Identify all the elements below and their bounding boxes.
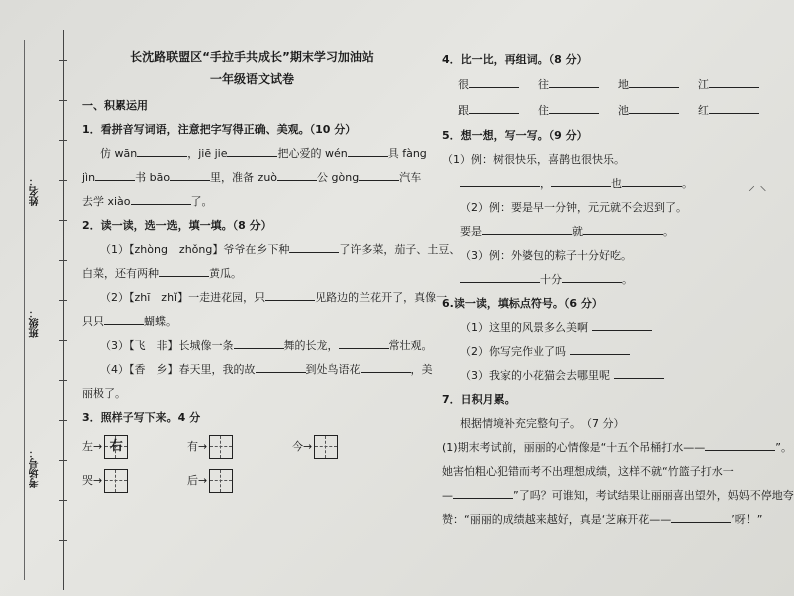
question-5-answer-2: 要是 就 。 (442, 220, 782, 244)
answer-blank[interactable] (549, 101, 599, 114)
answer-blank[interactable] (622, 174, 682, 187)
answer-blank[interactable] (629, 75, 679, 88)
binding-tick (59, 220, 67, 221)
answer-blank[interactable] (614, 366, 664, 379)
binding-tick (59, 540, 67, 541)
question-3-row-1 (82, 430, 422, 464)
binding-tick (59, 180, 67, 181)
question-2-item-1-cont: 白菜，还有两种 黄瓜。 (82, 262, 422, 286)
question-3-row-2 (82, 464, 422, 498)
question-7-subtitle: 根据情境补充完整句子。 （7 分） (460, 417, 625, 430)
answer-blank[interactable] (482, 222, 572, 235)
left-column (82, 46, 461, 498)
stroke-item: 有→ (187, 435, 292, 459)
class-label: 班级： (30, 308, 41, 338)
question-7-paragraph-4: 赞：“丽丽的成绩越来越好，真是‘芝麻开花—— ’呀！” (442, 508, 782, 532)
tianzi-grid[interactable] (104, 469, 128, 493)
stroke-item: 今→ (292, 435, 397, 459)
answer-blank[interactable] (629, 101, 679, 114)
question-6-item-3: （3）我家的小花猫会去哪里呢 (442, 364, 782, 388)
answer-blank[interactable] (592, 318, 652, 331)
answer-blank[interactable] (469, 101, 519, 114)
answer-blank[interactable] (583, 222, 663, 235)
answer-blank[interactable] (671, 510, 731, 523)
question-1-line-1: 仿 wān ，jiē jie 把心爱的 wén 具 fàng (82, 142, 422, 166)
answer-blank[interactable] (256, 360, 306, 373)
question-3-title: 3．照样子写下来。4 分 (82, 411, 201, 424)
answer-blank[interactable] (131, 192, 191, 205)
answer-blank[interactable] (359, 168, 399, 181)
binding-tick (59, 460, 67, 461)
question-4-title: 4．比一比，再组词。（8 分） (442, 53, 588, 66)
question-2-item-4-cont: 丽极了。 (82, 387, 126, 400)
answer-blank[interactable] (170, 168, 210, 181)
right-column (442, 48, 794, 532)
question-2-item-2: （2）【zhī zhǐ】一走进花园，只 见路边的兰花开了，真像一 (82, 286, 422, 310)
binding-tick (59, 300, 67, 301)
binding-tick (59, 140, 67, 141)
question-7-title: 7．日积月累。 (442, 393, 516, 406)
binding-tick (59, 60, 67, 61)
tianzi-grid[interactable] (314, 435, 338, 459)
answer-blank[interactable] (348, 144, 388, 157)
answer-blank[interactable] (234, 336, 284, 349)
stroke-item: 哭→ (82, 469, 187, 493)
binding-line (63, 30, 64, 590)
answer-blank[interactable] (159, 264, 209, 277)
binding-tick (59, 100, 67, 101)
answer-blank[interactable] (361, 360, 411, 373)
answer-blank[interactable] (460, 270, 540, 283)
question-5-answer-1: ， 也 。 (442, 172, 782, 196)
question-2-title: 2．读一读，选一选，填一填。（8 分） (82, 219, 272, 232)
tianzi-grid[interactable] (209, 435, 233, 459)
question-1-line-2: jìn 书 bāo 里，准备 zuò 公 gòng 汽车 (82, 166, 422, 190)
stroke-example: 左→ 右 (82, 435, 187, 459)
name-label: 姓名： (30, 176, 41, 206)
answer-blank[interactable] (104, 312, 144, 325)
answer-blank[interactable] (469, 75, 519, 88)
question-6-title: 6.读一读，填标点符号。（6 分） (442, 297, 603, 310)
answer-blank[interactable] (289, 240, 339, 253)
tianzi-grid: 右 (104, 435, 128, 459)
answer-blank[interactable] (227, 144, 277, 157)
exam-subtitle: 一年级语文试卷 (209, 72, 294, 86)
question-2-item-1: （1）【zhòng zhǒng】爷爷在乡下种 了许多菜，茄子、土豆、 (82, 238, 422, 262)
question-5-example-2: （2）例：要是早一分钟，元元就不会迟到了。 (460, 201, 687, 214)
question-2-item-3: （3）【飞 非】长城像一条 舞的长龙， 常壮观。 (82, 334, 422, 358)
question-7-paragraph-1: (1)期末考试前，丽丽的心情像是“十五个吊桶打水—— ”。 (442, 436, 782, 460)
question-5-title: 5．想一想，写一写。（9 分） (442, 129, 588, 142)
answer-blank[interactable] (453, 486, 513, 499)
binding-tick (59, 420, 67, 421)
binding-tick (59, 260, 67, 261)
answer-blank[interactable] (137, 144, 187, 157)
question-5-answer-3: 十分 。 (442, 268, 782, 292)
answer-blank[interactable] (339, 336, 389, 349)
binding-margin (0, 0, 70, 596)
binding-tick (59, 380, 67, 381)
question-2-item-4: （4）【香 乡】春天里，我的故 到处鸟语花 ，美 (82, 358, 422, 382)
question-1-line-3: 去学 xiào 了。 (82, 190, 422, 214)
answer-blank[interactable] (562, 270, 622, 283)
question-5-example-1: （1）例：树很快乐，喜鹊也很快乐。 (442, 153, 625, 166)
tianzi-grid[interactable] (209, 469, 233, 493)
answer-blank[interactable] (277, 168, 317, 181)
binding-outer-line (24, 40, 25, 580)
question-6-item-1: （1）这里的风景多么美啊 (442, 316, 782, 340)
question-2-item-2-cont: 只只 蝴蝶。 (82, 310, 422, 334)
stroke-item: 后→ (187, 469, 292, 493)
answer-blank[interactable] (549, 75, 599, 88)
question-7-paragraph-3: — ”了吗？可谁知，考试结果让丽丽喜出望外，妈妈不停地夸 (442, 484, 782, 508)
question-7-paragraph-2: 她害怕粗心犯错而考不出理想成绩，这样不就“竹篮子打水一 (442, 465, 734, 478)
question-1-title: 1．看拼音写词语，注意把字写得正确、美观。（10 分） (82, 123, 357, 136)
answer-blank[interactable] (709, 101, 759, 114)
answer-blank[interactable] (705, 438, 775, 451)
question-5-example-3: （3）例：外婆包的粽子十分好吃。 (460, 249, 632, 262)
binding-tick (59, 500, 67, 501)
pen-mark: ⸝ ⸜ (748, 178, 767, 194)
question-6-item-2: （2）你写完作业了吗 (442, 340, 782, 364)
question-4-row-1: 很 往 地 江 (442, 72, 782, 98)
answer-blank[interactable] (265, 288, 315, 301)
answer-blank[interactable] (709, 75, 759, 88)
answer-blank[interactable] (460, 174, 540, 187)
binding-tick (59, 340, 67, 341)
answer-blank[interactable] (551, 174, 611, 187)
exam-number-label: 考场号： (30, 448, 41, 488)
answer-blank[interactable] (95, 168, 135, 181)
question-4-row-2: 跟 住 池 红 (442, 98, 782, 124)
answer-blank[interactable] (570, 342, 630, 355)
exam-title: 长沈路联盟区“手拉手共成长”期末学习加油站 (130, 50, 374, 64)
section-heading: 一、积累运用 (82, 99, 148, 112)
